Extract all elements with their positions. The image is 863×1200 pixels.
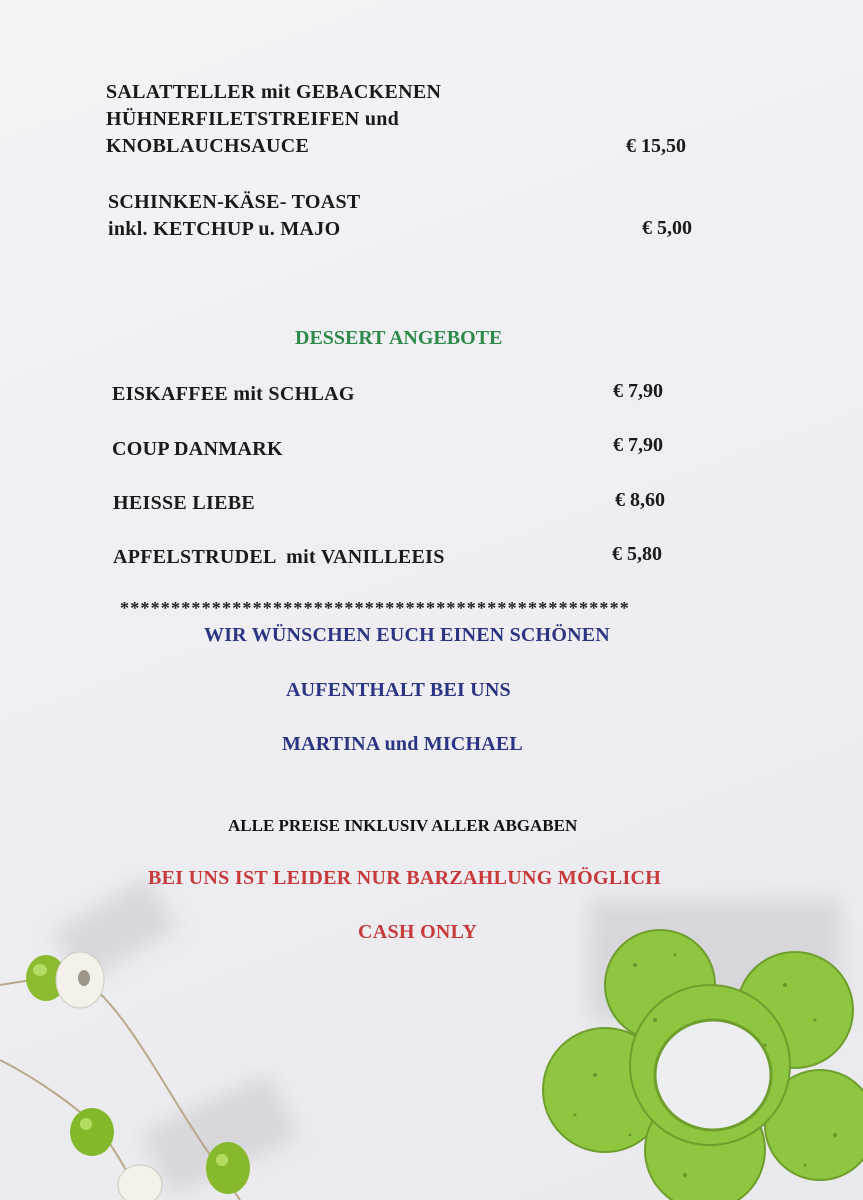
dish-2-name xyxy=(108,189,361,243)
dish-1-name xyxy=(106,79,441,160)
string-line xyxy=(0,977,240,1200)
star-separator: ************************************************** xyxy=(120,598,630,618)
green-bead-2-highlight xyxy=(80,1118,92,1130)
greeting-line-1: WIR WÜNSCHEN EUCH EINEN SCHÖNEN xyxy=(204,624,610,646)
green-bead-2 xyxy=(70,1108,114,1156)
dish-1-line-1: SALATTELLER mit GEBACKENEN xyxy=(106,81,442,103)
dish-2-line-1: SCHINKEN-KÄSE- TOAST xyxy=(108,191,361,213)
dessert-item-1-name: EISKAFFEE mit SCHLAG xyxy=(112,383,355,405)
flower-center-hole xyxy=(655,1020,771,1130)
prices-info: ALLE PREISE INKLUSIV ALLER ABGABEN xyxy=(228,816,578,835)
green-bead-3-highlight xyxy=(216,1154,228,1166)
white-bead-1-hole xyxy=(78,970,90,986)
dish-1-line-3: KNOBLAUCHSAUCE xyxy=(106,135,310,157)
dessert-item-2-name: COUP DANMARK xyxy=(112,438,283,460)
greeting-signature: MARTINA und MICHAEL xyxy=(282,733,523,755)
dessert-item-2-price: € 7,90 xyxy=(613,434,663,456)
bead-string-decoration xyxy=(0,940,300,1200)
flower-decoration xyxy=(535,925,863,1200)
dessert-item-1-price: € 7,90 xyxy=(613,380,663,402)
dish-1-price: € 15,50 xyxy=(626,135,686,157)
cash-only: CASH ONLY xyxy=(358,921,478,943)
dish-2-price: € 5,00 xyxy=(642,217,692,239)
dessert-section-title: DESSERT ANGEBOTE xyxy=(295,327,503,349)
dessert-item-3-name: HEISSE LIEBE xyxy=(113,492,256,514)
green-bead-3 xyxy=(206,1142,250,1194)
dessert-item-4-name: APFELSTRUDEL mit VANILLEEIS xyxy=(113,546,445,568)
dish-2-line-2: inkl. KETCHUP u. MAJO xyxy=(108,218,341,240)
white-bead-2 xyxy=(118,1165,162,1200)
greeting-line-2: AUFENTHALT BEI UNS xyxy=(286,679,511,701)
dish-1-line-2: HÜHNERFILETSTREIFEN und xyxy=(106,108,400,130)
cash-notice: BEI UNS IST LEIDER NUR BARZAHLUNG MÖGLICH xyxy=(148,867,662,889)
dessert-item-3-price: € 8,60 xyxy=(615,489,665,511)
dessert-item-4-price: € 5,80 xyxy=(612,543,662,565)
green-bead-1-highlight xyxy=(33,964,47,976)
